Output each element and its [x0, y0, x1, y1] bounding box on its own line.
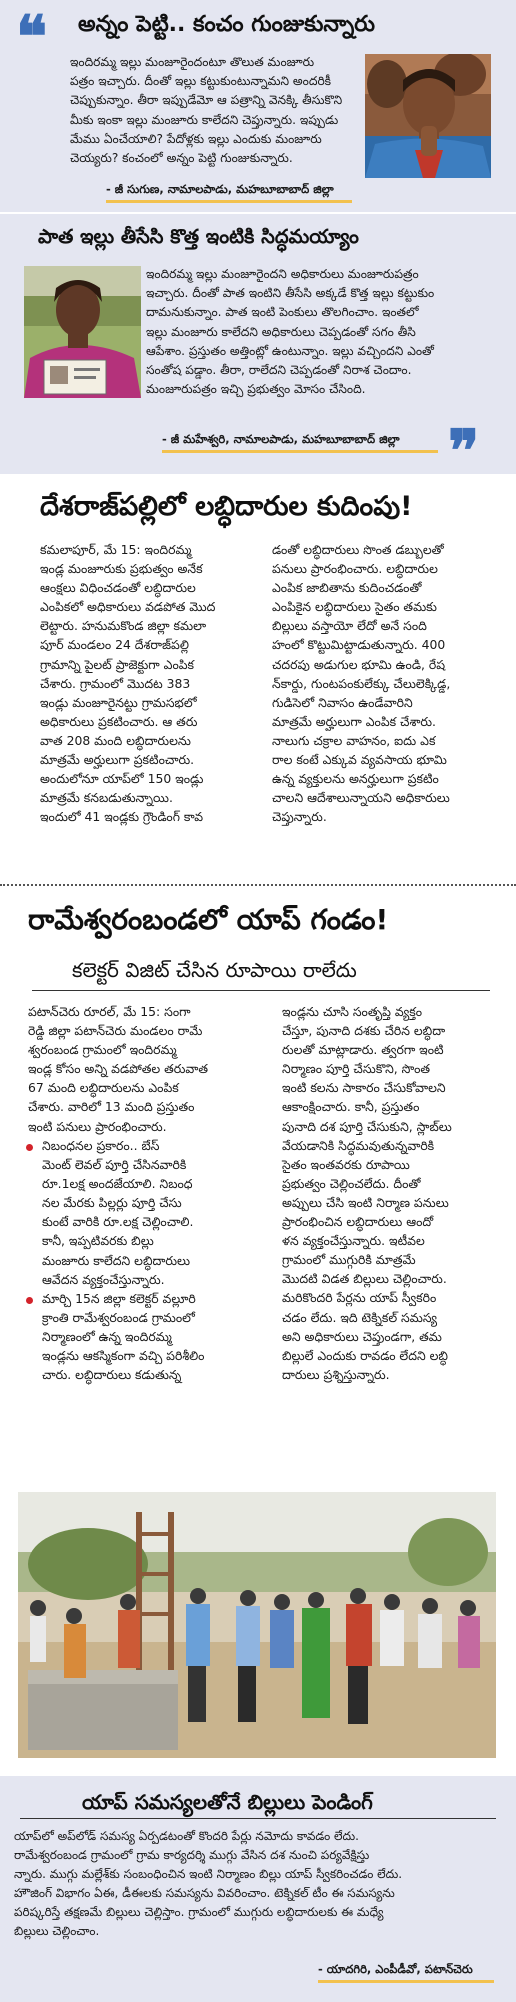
story5-headline: యాప్‌ సమస్యలతోనే బిల్లులు పెండింగ్‌	[82, 1790, 373, 1814]
story3-column-2: డంతో లబ్ధిదారులు సొంత డబ్బులతో పనులు ప్రారంభించారు. లబ్ధిదారుల ఎంపిక జాబితాను కుదించడంతో ఎంపికైన లబ్ధిదారులు సైతం తమకు బిల్లులు వస్తాయో లేదో అనే సంది హంలో కొట్టుమిట్టాడుతున్నారు. 400 చదరపు అడుగుల భూమి ఉండి, రేష న్‌కార్డు, గుంటపంకులేక్కు చేలులెక్కిడ్డ, గుడిసెలో నివాసం ఉండేవారిని మాత్రమే అర్హులుగా ఎంపిక చేశారు. నాలుగు చక్రాల వాహనం, ఐదు ఎక రాల కంటే ఎక్కువ వ్యవసాయ భూమి ఉన్న వ్యక్తులను అనర్హులుగా ప్రకటిం చాలని ఆదేశాలున్నాయని అధికారులు చెప్తున్నారు.	[272, 542, 451, 825]
woman-with-document-photo	[24, 266, 141, 398]
story4-column-1c: మార్చి 15న జిల్లా కలెక్టర్‌ వల్లూరి క్రాంతి రామేశ్వరంబండ గ్రామంలో నిర్మాణంలో ఉన్న ఇందిరమ్మ ఇండ్లను ఆకస్మికంగా వచ్చి పరిశీలిం చారు. లబ్ధిదారులు కడుతున్న	[42, 1291, 205, 1383]
story2-body: ఇందిరమ్మ ఇల్లు మంజూరైందని అధికారులు మంజూరుపత్రం ఇచ్చారు. దీంతో పాత ఇంటిని తీసేసి అక్కడే కొత్త ఇల్లు కట్టుకుం దామనుకున్నాం. పాత ఇంటి పెంకులు తొలగించాం. ఇంతలో ఇల్లు మంజూరు కాలేదని అధికారులు చెప్పడంతో సగం తీసి ఆపేశాం. ప్రస్తుతం అత్తింట్లో ఉంటున్నాం. ఇల్లు వచ్చిందని ఎంతో సంతోష పడ్డాం. తీరా, రాలేదని చెప్పడంతో నిరాశ చెందాం. మంజూరుపత్రం ఇచ్చి ప్రభుత్వం మోసం చేసింది.	[146, 267, 435, 397]
story1-headline: అన్నం పెట్టి.. కంచం గుంజుకున్నారు	[78, 12, 375, 37]
story1-byline-underline	[106, 200, 352, 203]
subhead-rule	[32, 990, 490, 991]
story5-headline-rule	[20, 1818, 496, 1819]
story4-column-1b: నిబంధనల ప్రకారం.. బేస్‌ మెంట్‌ లెవల్‌ పూర్తి చేసినవారికి రూ.1లక్ష అందజేయాలి. నిబంధ నల మేరకు పిల్లర్లు పూర్తి చేసు కుంటే వారికి రూ.లక్ష చెల్లించాలి. కానీ, ఇప్పటివరకు బిల్లు మంజూరు కాలేదని లబ్ధిదారులు ఆవేదన వ్యక్తంచేస్తున్నారు.	[42, 1138, 194, 1287]
story1-body: ఇందిరమ్మ ఇల్లు మంజూరైందంటూ తొలుత మంజూరు పత్రం ఇచ్చారు. దీంతో ఇల్లు కట్టుకుంటున్నామని అందరికీ చెప్పుకున్నాం. తీరా ఇప్పుడేమో ఆ పత్రాన్ని వెనక్కి తీసుకొని మీకు ఇంకా ఇల్లు మంజూరు కాలేదని చెప్తున్నారు. ఇప్పుడు మేము ఏంచేయాలి? పేదోళ్లకు ఇల్లు ఎందుకు మంజూరు చెయ్యరు? కంచంలో అన్నం పెట్టి గుంజుకున్నారు.	[70, 55, 343, 166]
story2-headline: పాత ఇల్లు తీసేసి కొత్త ఇంటికి సిద్ధమయ్యాం	[38, 225, 359, 248]
section-separator	[0, 884, 516, 886]
story5-byline: - యాదగిరి, ఎంపీడీవో, పటాన్‌చెరు	[318, 1962, 473, 1976]
story5-byline-underline	[318, 1980, 494, 1983]
story1-byline: - జీ సుగుణ, నామాలపాడు, మహబూబాబాద్ జిల్లా	[106, 182, 334, 196]
collector-visit-photo	[18, 1492, 496, 1758]
story4-headline: రామేశ్వరంబండలో యాప్‌ గండం!	[28, 903, 389, 936]
story2-byline-underline	[162, 450, 438, 453]
story5-body: యాప్‌లో అప్‌లోడ్‌ సమస్య ఏర్పడటంతో కొందరి పేర్లు నమోదు కావడం లేదు. రామేశ్వరంబండ గ్రామంలో గ్రామ కార్యదర్శి ముగ్గు వేసిన దశ నుంచి పర్యవేక్షిస్తు న్నారు. ముగ్గు మల్లేశ్‌కు సంబంధించిన ఇంటి నిర్మాణం బిల్లు యాప్‌ స్వీకరించడం లేదు. హౌజింగ్‌ విభాగం ఏఈ, డీఈలకు సమస్యను వివరించాం. టెక్నికల్‌ టీం ఈ సమస్యను పరిష్కరిస్తే తక్షణమే బిల్లులు చెల్లిస్తాం. గ్రామంలో ముగ్గురు లబ్ధిదారులకు ఈ మధ్యే బిల్లులు చెల్లించాం.	[14, 1829, 403, 1938]
story3-headline: దేశరాజ్‌పల్లిలో లబ్ధిదారుల కుదింపు!	[40, 491, 413, 522]
bullet-1-icon	[26, 1144, 33, 1151]
woman-praying-photo	[365, 54, 491, 178]
story2-byline: - జీ మహేశ్వరి, నామాలపాడు, మహబూబాబాద్ జిల్లా	[162, 432, 400, 446]
bullet-2-icon	[26, 1297, 33, 1304]
close-quote-icon: ❞	[448, 417, 480, 485]
story4-subhead: కలెక్టర్‌ విజిట్‌ చేసిన రూపాయి రాలేదు	[72, 958, 357, 982]
story4-column-1a: పటాన్‌చెరు రూరల్‌, మే 15: సంగా రెడ్డి జిల్లా పటాన్‌చెరు మండలం రామే శ్వరంబండ గ్రామంలో ఇందిరమ్మ ఇండ్ల కోసం అన్ని వడపోతల తరువాత 67 మంది లబ్ధిదారులను ఎంపిక చేశారు. వారిలో 13 మంది ప్రస్తుతం ఇంటి పనులు ప్రారంభించారు.	[28, 1004, 209, 1134]
open-quote-icon: ❝	[16, 3, 48, 71]
story4-column-2: ఇండ్లను చూసి సంతృప్తి వ్యక్తం చేస్తూ, పునాది దశకు చేరిన లబ్ధిదా రులతో మాట్లాడారు. త్వరగా ఇంటి నిర్మాణం పూర్తి చేసుకొని, సొంత ఇంటి కలను సాకారం చేసుకోవాలని ఆకాంక్షించారు. కానీ, ప్రస్తుతం పునాది దశ పూర్తి చేసుకుని, స్లాబ్‌లు వేయడానికి సిద్ధమవుతున్నవారికి సైతం ఇంతవరకు రూపాయి ప్రభుత్వం చెల్లించలేదు. దీంతో అప్పులు చేసి ఇంటి నిర్మాణ పనులు ప్రారంభించిన లబ్ధిదారులు ఆందో ళన వ్యక్తంచేస్తున్నారు. ఇటీవల గ్రామంలో ముగ్గురికి మాత్రమే మొదటి విడత బిల్లులు చెల్లించారు. మరికొందరి పేర్లను యాప్‌ స్వీకరిం చడం లేదు. ఇది టెక్నికల్‌ సమస్య అని అధికారులు చెప్తుండగా, తమ బిల్లులే ఎందుకు రావడం లేదని లబ్ధి దారులు ప్రశ్నిస్తున్నారు.	[282, 1004, 452, 1382]
story3-column-1: కమలాపూర్‌, మే 15: ఇందిరమ్మ ఇండ్ల మంజూరుకు ప్రభుత్వం అనేక ఆంక్షలు విధించడంతో లబ్ధిదారుల ఎంపికలో అధికారులు వడపోత మొద లెట్టారు. హనుమకొండ జిల్లా కమలా పూర్‌ మండలం 24 దేశరాజ్‌పల్లి గ్రామాన్ని పైలట్‌ ప్రాజెక్టుగా ఎంపిక చేశారు. గ్రామంలో మొదట 383 ఇండ్లు మంజూరైనట్టు గ్రామసభలో అధికారులు ప్రకటించారు. ఆ తరు వాత 208 మంది లబ్ధిదారులను మాత్రమే అర్హులుగా ప్రకటించారు. అందులోనూ యాప్‌లో 150 ఇండ్లు మాత్రమే కనబడుతున్నాయి. ఇందులో 41 ఇండ్లకు గ్రౌండింగ్‌ కావ	[40, 542, 216, 825]
